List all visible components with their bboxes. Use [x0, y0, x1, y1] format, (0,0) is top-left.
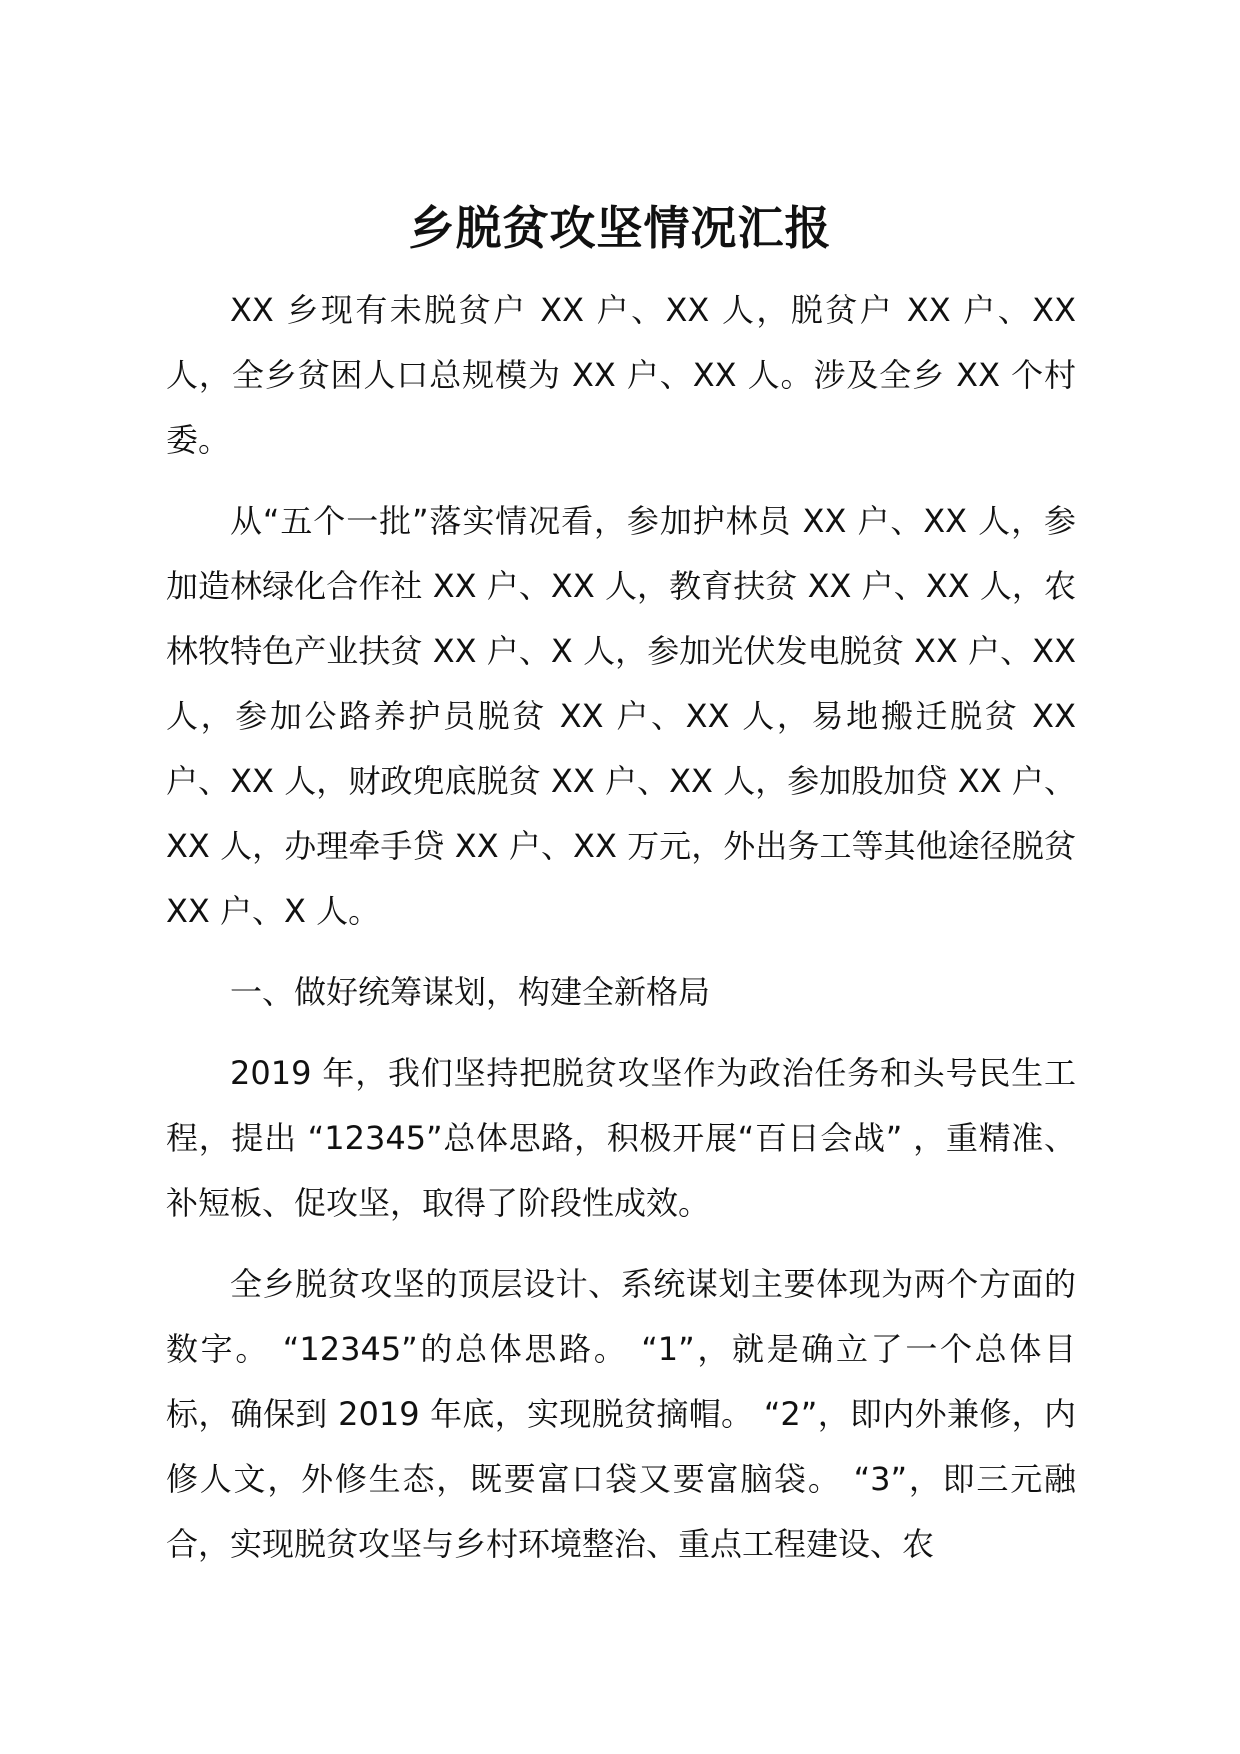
- paragraph-2019-strategy: 2019 年，我们坚持把脱贫攻坚作为政治任务和头号民生工程，提出 “12345”总体思路，积极开展“百日会战” ，重精准、补短板、促攻坚，取得了阶段性成效。: [166, 1054, 1076, 1222]
- paragraph-poverty-overview: XX 乡现有未脱贫户 XX 户、XX 人，脱贫户 XX 户、XX 人，全乡贫困人口总规模为 XX 户、XX 人。涉及全乡 XX 个村委。: [166, 291, 1076, 459]
- document-title: 乡脱贫攻坚情况汇报: [408, 201, 832, 255]
- paragraph-five-batches: 从“五个一批”落实情况看，参加护林员 XX 户、XX 人，参加造林绿化合作社 XX 户、XX 人，教育扶贫 XX 户、XX 人，农林牧特色产业扶贫 XX 户、X 人，参加光伏发电脱贫 XX 户、XX 人，参加公路养护员脱贫 XX 户、XX 人，易地搬迁脱贫 XX 户、XX 人，财政兜底脱贫 XX 户、XX 人，参加股加贷 XX 户、XX 人，办理牵手贷 XX 户、XX 万元，外出务工等其他途径脱贫 XX 户、X 人。: [166, 502, 1076, 930]
- document-body: [166, 278, 1076, 1593]
- section-heading-planning: 一、做好统筹谋划，构建全新格局: [230, 973, 711, 1011]
- paragraph-12345-framework: 全乡脱贫攻坚的顶层设计、系统谋划主要体现为两个方面的数字。 “12345”的总体思路。 “1”，就是确立了一个总体目标，确保到 2019 年底，实现脱贫摘帽。 “2”，即内外兼修，内修人文，外修生态，既要富口袋又要富脑袋。 “3”，即三元融合，实现脱贫攻坚与乡村环境整治、重点工程建设、农: [166, 1265, 1076, 1563]
